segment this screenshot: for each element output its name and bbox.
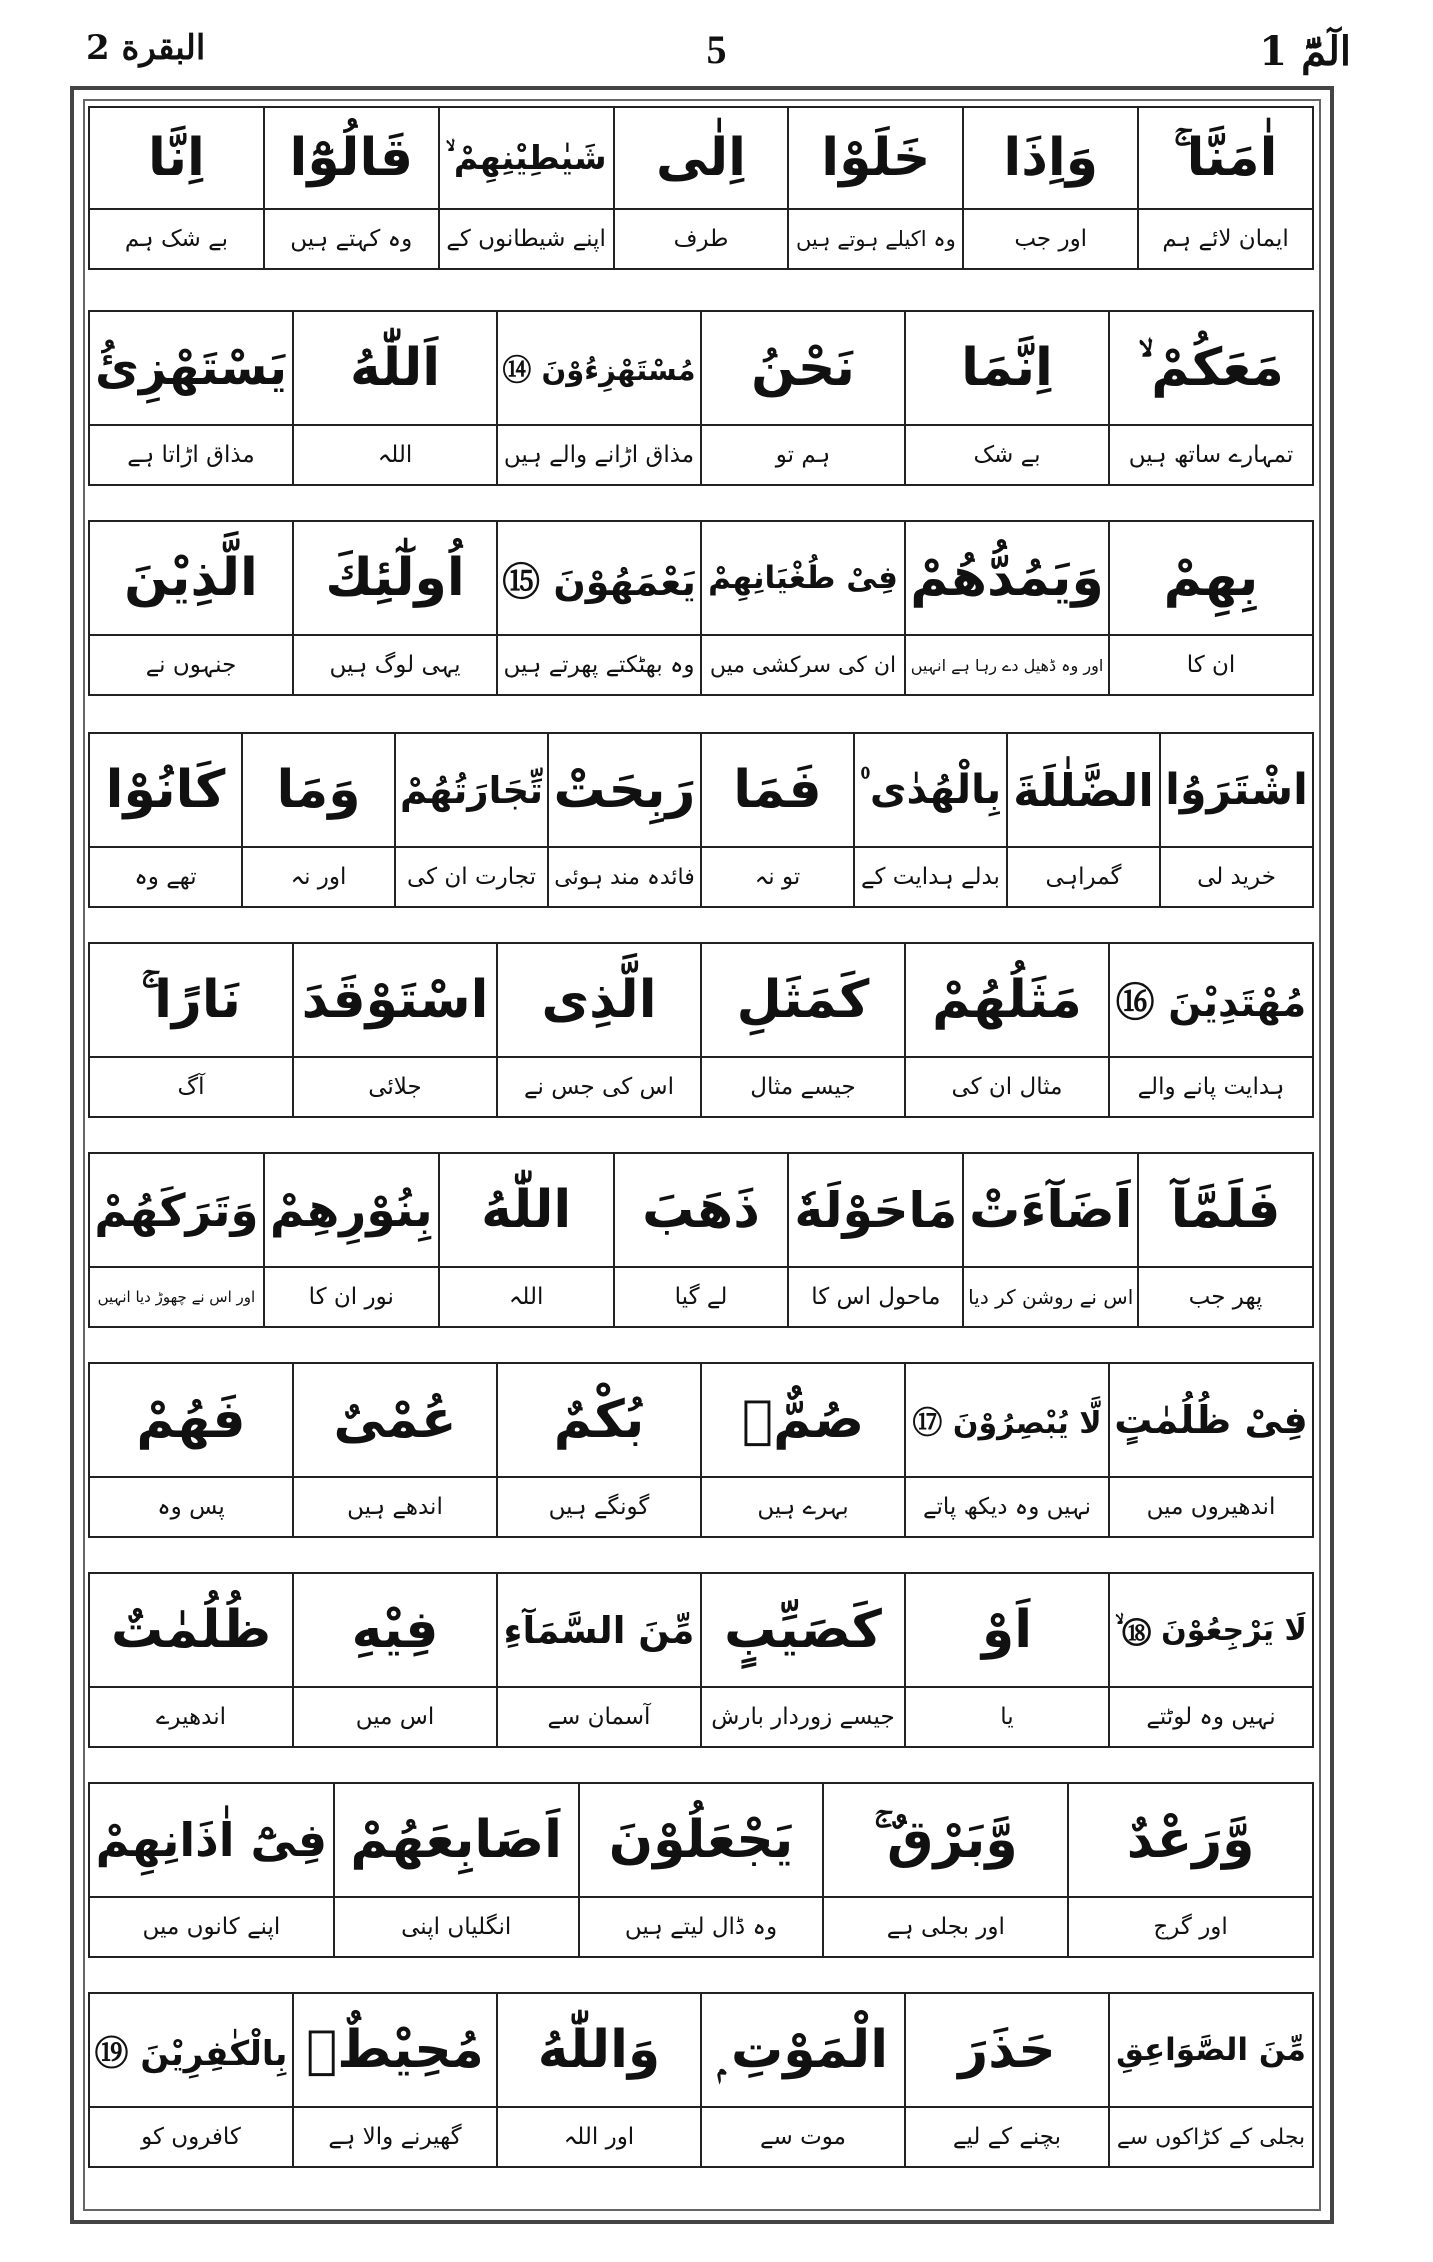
verse-block <box>88 1152 1314 1328</box>
urdu-translation: وہ ڈال لیتے ہیں <box>624 1914 778 1940</box>
urdu-translation: اندھے ہیں <box>347 1494 443 1520</box>
arabic-word: اسْتَوْقَدَ <box>301 970 489 1030</box>
urdu-translation: اور گرج <box>1153 1914 1228 1940</box>
arabic-word: صُمٌّۢ <box>741 1390 865 1450</box>
translation-cell <box>292 1478 496 1536</box>
translation-cell <box>1108 1688 1312 1746</box>
urdu-translation: وہ اکیلے ہوتے ہیں <box>795 227 956 251</box>
arabic-cell <box>496 1364 700 1476</box>
translation-cell <box>613 1268 788 1326</box>
translation-row <box>90 1688 1312 1746</box>
arabic-word: مِّنَ السَّمَآءِ <box>503 1608 695 1652</box>
verse-block <box>88 1362 1314 1538</box>
urdu-translation: اپنے کانوں میں <box>142 1914 281 1940</box>
translation-cell <box>292 1058 496 1116</box>
arabic-word: لَّا يُبْصِرُوْنَ ⑰ <box>912 1406 1102 1441</box>
juz-header: الٓمّٓ 1 <box>1259 28 1351 75</box>
arabic-row <box>90 1574 1312 1688</box>
arabic-cell <box>787 1154 962 1266</box>
verse-block <box>88 106 1314 270</box>
arabic-word: اُولٰٓئِكَ <box>325 548 465 608</box>
arabic-word: وَتَرَكَهُمْ <box>94 1183 259 1237</box>
translation-cell <box>787 210 962 268</box>
translation-cell <box>1108 1058 1312 1116</box>
arabic-row <box>90 108 1312 210</box>
arabic-cell <box>438 108 613 208</box>
urdu-translation: ان کا <box>1186 652 1236 678</box>
translation-cell <box>90 1478 292 1536</box>
arabic-cell <box>1006 734 1159 846</box>
urdu-translation: آسمان سے <box>547 1704 651 1730</box>
urdu-translation: نہیں وہ لوٹتے <box>1146 1704 1276 1730</box>
urdu-translation: تجارت ان کی <box>406 864 537 890</box>
arabic-word: رَبِحَتْ <box>553 760 696 820</box>
translation-row <box>90 1898 1312 1956</box>
arabic-word: لَا يَرْجِعُوْنَ ⑱ ۙ <box>1115 1612 1307 1648</box>
arabic-word: اشْتَرَوُا <box>1165 765 1308 815</box>
translation-cell <box>787 1268 962 1326</box>
arabic-word: وَّرَعْدٌ <box>1126 1810 1255 1870</box>
verse-block <box>88 1572 1314 1748</box>
arabic-cell <box>241 734 394 846</box>
arabic-word: بِهِمْ <box>1163 548 1259 608</box>
translation-row <box>90 1478 1312 1536</box>
urdu-translation: بے شک ہم <box>124 226 228 252</box>
arabic-cell <box>700 1994 904 2106</box>
arabic-cell <box>578 1784 823 1896</box>
arabic-word: وَيَمُدُّھُمْ <box>910 548 1104 608</box>
arabic-cell <box>1108 944 1312 1056</box>
arabic-cell <box>613 108 788 208</box>
urdu-translation: اس میں <box>355 1704 435 1730</box>
arabic-word: نَحْنُ <box>751 338 855 398</box>
arabic-cell <box>1108 1574 1312 1686</box>
arabic-word: الَّذِى <box>541 970 657 1030</box>
translation-cell <box>90 848 241 906</box>
arabic-word: يَجْعَلُوْنَ <box>608 1810 794 1870</box>
urdu-translation: اور وہ ڈھیل دے رہا ہے انہیں <box>910 655 1104 675</box>
arabic-cell <box>496 312 700 424</box>
arabic-word: مَعَكُمْ ۙ <box>1138 337 1284 398</box>
urdu-translation: اور بجلی ہے <box>886 1914 1005 1940</box>
translation-cell <box>962 1268 1137 1326</box>
arabic-word: فِىْٓ اٰذَانِهِمْ <box>95 1813 328 1867</box>
urdu-translation: گونگے ہیں <box>548 1494 650 1520</box>
arabic-word: مَثَلُهُمْ <box>932 970 1082 1030</box>
arabic-cell <box>962 1154 1137 1266</box>
arabic-cell <box>90 734 241 846</box>
translation-cell <box>496 1478 700 1536</box>
verse-block <box>88 942 1314 1118</box>
arabic-cell <box>438 1154 613 1266</box>
arabic-row <box>90 1784 1312 1898</box>
translation-cell <box>904 2108 1108 2166</box>
urdu-translation: جیسے زوردار بارش <box>711 1704 895 1730</box>
translation-row <box>90 2108 1312 2166</box>
arabic-cell <box>787 108 962 208</box>
translation-cell <box>822 1898 1067 1956</box>
arabic-word: كَصَيِّبٍ <box>724 1600 882 1660</box>
arabic-row <box>90 1364 1312 1478</box>
arabic-cell <box>1067 1784 1312 1896</box>
translation-cell <box>1108 1478 1312 1536</box>
arabic-word: فِىْ طُغْيَانِهِمْ <box>708 560 898 596</box>
urdu-translation: نور ان کا <box>308 1284 394 1310</box>
arabic-word: بِالْهُدٰى ۠ <box>859 767 1002 813</box>
arabic-word: اِلٰی <box>656 128 746 188</box>
arabic-word: الضَّلٰلَةَ <box>1013 763 1154 817</box>
urdu-translation: اور نہ <box>290 864 347 890</box>
arabic-cell <box>90 108 263 208</box>
urdu-translation: بے شک <box>973 442 1041 468</box>
urdu-translation: جلائی <box>368 1074 422 1100</box>
page-number: 5 <box>706 27 727 72</box>
arabic-word: اَللّٰهُ <box>349 338 441 398</box>
translation-cell <box>292 426 496 484</box>
urdu-translation: ہدایت پانے والے <box>1137 1074 1285 1100</box>
translation-cell <box>90 1268 263 1326</box>
arabic-word: اَصَابِعَهُمْ <box>350 1810 562 1870</box>
arabic-row <box>90 944 1312 1058</box>
translation-cell <box>438 210 613 268</box>
urdu-translation: جنہوں نے <box>145 652 237 678</box>
verse-block <box>88 732 1314 908</box>
arabic-word: وَّبَرْقٌ ۚ <box>873 1809 1018 1870</box>
translation-row <box>90 1058 1312 1116</box>
urdu-translation: تمہارے ساتھ ہیں <box>1128 442 1294 468</box>
urdu-translation: گھیرنے والا ہے <box>328 2124 462 2150</box>
translation-row <box>90 210 1312 268</box>
arabic-word: فِىْ ظُلُمٰتٍ <box>1114 1398 1308 1442</box>
arabic-cell <box>292 944 496 1056</box>
urdu-translation: اندھیرے <box>155 1704 227 1730</box>
arabic-cell <box>90 1994 292 2106</box>
verse-block <box>88 1782 1314 1958</box>
translation-cell <box>263 1268 438 1326</box>
arabic-cell <box>822 1784 1067 1896</box>
urdu-translation: نہیں وہ دیکھ پاتے <box>922 1494 1091 1520</box>
translation-cell <box>333 1898 578 1956</box>
urdu-translation: یہی لوگ ہیں <box>329 652 461 678</box>
urdu-translation: انگلیاں اپنی <box>401 1914 512 1940</box>
arabic-word: شَیٰطِیْنِھِمْ ۙ <box>445 138 607 177</box>
arabic-cell <box>1108 522 1312 634</box>
arabic-cell <box>1137 1154 1312 1266</box>
translation-cell <box>292 2108 496 2166</box>
urdu-translation: اپنے شیطانوں کے <box>446 226 606 252</box>
translation-cell <box>90 636 292 694</box>
arabic-cell <box>700 1364 904 1476</box>
arabic-cell <box>904 522 1108 634</box>
arabic-word: فَلَمَّآ <box>1170 1180 1281 1240</box>
urdu-translation: بجلی کے کڑاکوں سے <box>1116 2124 1306 2150</box>
arabic-cell <box>700 944 904 1056</box>
urdu-translation: گمراہی <box>1045 864 1122 890</box>
arabic-cell <box>1108 1364 1312 1476</box>
translation-cell <box>547 848 700 906</box>
urdu-translation: وہ کہتے ہیں <box>290 226 413 252</box>
arabic-word: تِّجَارَتُهُمْ <box>399 768 544 812</box>
translation-cell <box>1006 848 1159 906</box>
arabic-cell <box>700 522 904 634</box>
arabic-word: اَضَآءَتْ <box>969 1180 1133 1240</box>
arabic-cell <box>496 522 700 634</box>
urdu-translation: خرید لی <box>1197 864 1276 890</box>
urdu-translation: بدلے ہدایت کے <box>861 864 1000 890</box>
arabic-row <box>90 312 1312 426</box>
arabic-word: فِيْهِ <box>351 1600 439 1660</box>
arabic-cell <box>904 1994 1108 2106</box>
verse-block <box>88 1992 1314 2168</box>
arabic-cell <box>904 1364 1108 1476</box>
arabic-cell <box>263 108 438 208</box>
translation-cell <box>700 848 853 906</box>
arabic-word: قَالُوْٓا <box>289 128 414 188</box>
translation-cell <box>904 1688 1108 1746</box>
arabic-cell <box>613 1154 788 1266</box>
verse-block <box>88 310 1314 486</box>
urdu-translation: اللہ <box>508 1284 544 1310</box>
arabic-cell <box>292 1994 496 2106</box>
arabic-cell <box>394 734 547 846</box>
arabic-word: عُمْىٌ <box>333 1390 457 1450</box>
arabic-cell <box>496 1994 700 2106</box>
arabic-word: ظُلُمٰتٌ <box>110 1600 272 1660</box>
arabic-word: اٰمَنَّا ۚ <box>1173 127 1278 188</box>
translation-cell <box>90 1898 333 1956</box>
arabic-cell <box>263 1154 438 1266</box>
translation-cell <box>700 1688 904 1746</box>
arabic-cell <box>90 944 292 1056</box>
arabic-word: مُهْتَدِيْنَ ⑯ <box>1115 981 1307 1026</box>
arabic-cell <box>496 944 700 1056</box>
urdu-translation: ان کی سرکشی میں <box>709 652 897 678</box>
arabic-cell <box>700 312 904 424</box>
arabic-word: مُسْتَھْزِءُوْنَ ⑭ <box>502 352 696 387</box>
translation-cell <box>496 1688 700 1746</box>
arabic-cell <box>90 1364 292 1476</box>
arabic-word: ذَهَبَ <box>642 1180 760 1240</box>
urdu-translation: تھے وہ <box>134 864 197 890</box>
urdu-translation: یا <box>1000 1704 1014 1730</box>
translation-cell <box>700 1058 904 1116</box>
arabic-cell <box>853 734 1006 846</box>
translation-cell <box>1159 848 1312 906</box>
arabic-cell <box>1159 734 1312 846</box>
urdu-translation: اندھیروں میں <box>1146 1494 1276 1520</box>
translation-row <box>90 426 1312 484</box>
arabic-word: وَاللّٰهُ <box>537 2020 661 2080</box>
translation-cell <box>263 210 438 268</box>
arabic-word: بُكْمٌ <box>553 1390 645 1450</box>
translation-cell <box>90 1688 292 1746</box>
translation-cell <box>1067 1898 1312 1956</box>
arabic-word: فَهُمْ <box>136 1390 246 1450</box>
translation-cell <box>241 848 394 906</box>
translation-cell <box>292 636 496 694</box>
arabic-word: مَاحَوْلَهٗ <box>794 1181 958 1239</box>
arabic-cell <box>962 108 1137 208</box>
urdu-translation: فائدہ مند ہوئی <box>554 864 695 890</box>
translation-cell <box>496 426 700 484</box>
arabic-word: بِنُوْرِهِمْ <box>269 1182 433 1238</box>
translation-cell <box>1108 2108 1312 2166</box>
arabic-cell <box>90 1784 333 1896</box>
urdu-translation: بچنے کے لیے <box>952 2124 1062 2150</box>
arabic-word: اِنَّمَا <box>961 338 1053 398</box>
arabic-word: حَذَرَ <box>958 2020 1056 2080</box>
translation-cell <box>904 636 1108 694</box>
translation-cell <box>90 2108 292 2166</box>
translation-cell <box>1137 1268 1312 1326</box>
urdu-translation: اور جب <box>1014 226 1088 252</box>
urdu-translation: اور اللہ <box>563 2124 635 2150</box>
urdu-translation: پھر جب <box>1188 1284 1263 1310</box>
arabic-cell <box>496 1574 700 1686</box>
arabic-cell <box>700 734 853 846</box>
arabic-cell <box>904 312 1108 424</box>
translation-cell <box>1108 426 1312 484</box>
translation-cell <box>292 1688 496 1746</box>
urdu-translation: لے گیا <box>674 1284 728 1310</box>
arabic-word: كَمَثَلِ <box>736 970 870 1030</box>
translation-cell <box>1108 636 1312 694</box>
translation-cell <box>90 210 263 268</box>
arabic-word: فَمَا <box>733 760 822 820</box>
arabic-row <box>90 1154 1312 1268</box>
urdu-translation: اس نے روشن کر دیا <box>968 1285 1134 1309</box>
arabic-word: اَوْ <box>981 1600 1033 1660</box>
arabic-row <box>90 1994 1312 2108</box>
translation-cell <box>578 1898 823 1956</box>
urdu-translation: بہرے ہیں <box>757 1494 849 1520</box>
arabic-cell <box>292 1574 496 1686</box>
urdu-translation: ہم تو <box>775 442 831 468</box>
arabic-cell <box>904 944 1108 1056</box>
urdu-translation: مثال ان کی <box>951 1074 1063 1100</box>
surah-name-header: البقرة 2 <box>86 28 206 68</box>
translation-cell <box>904 1478 1108 1536</box>
translation-cell <box>90 1058 292 1116</box>
urdu-translation: تو نہ <box>754 864 801 890</box>
arabic-cell <box>547 734 700 846</box>
translation-cell <box>1137 210 1312 268</box>
arabic-word: الَّذِيْنَ <box>124 548 258 608</box>
arabic-cell <box>90 1574 292 1686</box>
arabic-word: يَعْمَهُوْنَ ⑮ <box>502 559 696 604</box>
arabic-cell <box>1108 312 1312 424</box>
urdu-translation: آگ <box>177 1074 205 1100</box>
arabic-row <box>90 734 1312 848</box>
translation-cell <box>496 636 700 694</box>
translation-cell <box>394 848 547 906</box>
arabic-word: اِنَّا <box>147 128 205 188</box>
arabic-word: مُحِيْطٌۢ <box>306 2020 484 2080</box>
translation-cell <box>496 1058 700 1116</box>
arabic-cell <box>90 312 292 424</box>
urdu-translation: جیسے مثال <box>750 1074 856 1100</box>
arabic-cell <box>292 312 496 424</box>
translation-cell <box>962 210 1137 268</box>
translation-cell <box>496 2108 700 2166</box>
arabic-word: الْمَوْتِ ۭ <box>717 2019 889 2080</box>
translation-row <box>90 1268 1312 1326</box>
translation-cell <box>438 1268 613 1326</box>
verse-block <box>88 520 1314 696</box>
urdu-translation: اس کی جس نے <box>524 1074 674 1100</box>
translation-cell <box>700 2108 904 2166</box>
arabic-cell <box>90 1154 263 1266</box>
translation-cell <box>700 1478 904 1536</box>
arabic-word: بِالْكٰفِرِيْنَ ⑲ <box>94 2033 288 2074</box>
urdu-translation: ماحول اس کا <box>811 1284 941 1310</box>
urdu-translation: اور اس نے چھوڑ دیا انہیں <box>97 1288 256 1306</box>
arabic-cell <box>1137 108 1312 208</box>
translation-cell <box>90 426 292 484</box>
arabic-word: كَانُوْا <box>105 760 226 820</box>
translation-cell <box>700 426 904 484</box>
arabic-word: يَسْتَهْزِئُ <box>95 340 287 396</box>
urdu-translation: موت سے <box>760 2124 846 2150</box>
arabic-word: مِّنَ الصَّوَاعِقِ <box>1116 2032 1306 2068</box>
urdu-translation: کافروں کو <box>141 2124 241 2150</box>
urdu-translation: اللہ <box>377 442 413 468</box>
translation-row <box>90 636 1312 694</box>
translation-cell <box>700 636 904 694</box>
arabic-cell <box>700 1574 904 1686</box>
urdu-translation: طرف <box>673 226 729 252</box>
translation-cell <box>904 426 1108 484</box>
arabic-cell <box>904 1574 1108 1686</box>
arabic-row <box>90 522 1312 636</box>
translation-row <box>90 848 1312 906</box>
urdu-translation: ایمان لائے ہم <box>1162 226 1289 252</box>
arabic-word: وَاِذَا <box>1003 128 1099 188</box>
arabic-word: اللّٰهُ <box>481 1180 572 1240</box>
translation-cell <box>853 848 1006 906</box>
arabic-word: وَمَا <box>276 760 361 820</box>
arabic-word: خَلَوْا <box>821 128 931 188</box>
arabic-cell <box>90 522 292 634</box>
urdu-translation: وہ بھٹکتے پھرتے ہیں <box>503 652 695 678</box>
urdu-translation: مذاق اڑانے والے ہیں <box>503 442 695 468</box>
arabic-cell <box>292 522 496 634</box>
urdu-translation: پس وہ <box>157 1494 225 1520</box>
arabic-cell <box>333 1784 578 1896</box>
translation-cell <box>904 1058 1108 1116</box>
arabic-cell <box>292 1364 496 1476</box>
arabic-cell <box>1108 1994 1312 2106</box>
urdu-translation: مذاق اڑاتا ہے <box>127 442 255 468</box>
arabic-word: نَارًا ۚ <box>141 969 241 1030</box>
translation-cell <box>613 210 788 268</box>
